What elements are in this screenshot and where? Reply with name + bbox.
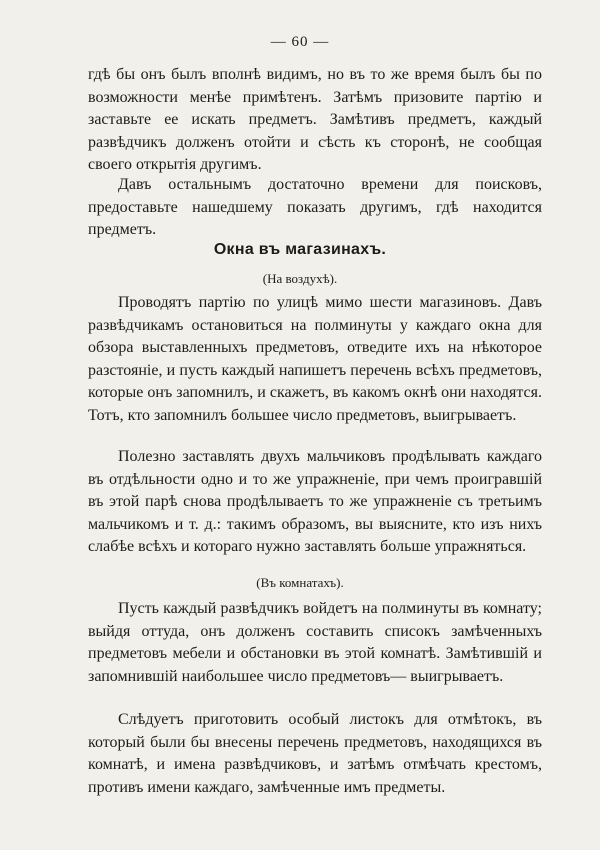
paragraph-text: гдѣ бы онъ былъ вполнѣ видимъ, но въ то же время былъ бы по возможности менѣе примѣтенъ. Затѣмъ призовите партію и заставьте ее искать предметъ. Замѣтивъ предметъ, каждый развѣдчикъ долженъ отойти и сѣсть къ сторонѣ, не сообщая своего открытія другимъ. xyxy=(88,66,542,173)
paragraph-text: Полезно заставлять двухъ мальчиковъ продѣлывать каждаго въ отдѣльности одно и то же упражненіе, при чемъ проигравшій въ этой парѣ снова продѣлываетъ то же упражненіе съ третьимъ мальчикомъ и т. д.: такимъ образомъ, вы выясните, кто изъ нихъ слабѣе всѣхъ и котораго нужно заставлять больше упражняться. xyxy=(88,448,542,555)
paragraph-continuation xyxy=(88,64,542,177)
paragraph-text: Пусть каждый развѣдчикъ войдетъ на полминуты въ комнату; выйдя оттуда, онъ долженъ составить списокъ замѣченныхъ предметовъ мебели и обстановки въ этой комнатѣ. Замѣтившій и запомнившій наибольшее число предметовъ— выигрываетъ. xyxy=(88,600,542,685)
paragraph-find-object xyxy=(88,174,542,242)
section-heading: Окна въ магазинахъ. xyxy=(213,241,387,258)
paragraph-text: Слѣдуетъ приготовить особый листокъ для отмѣтокъ, въ который были бы внесены перечень предметовъ, находящихся въ комнатѣ, и имена развѣдчиковъ, и затѣмъ отмѣчать крестомъ, противъ имени каждаго, замѣченные имъ предметы. xyxy=(88,711,542,796)
subheading-outdoor: (На воздухѣ). xyxy=(262,271,338,286)
paragraph-text: Проводятъ партію по улицѣ мимо шести магазиновъ. Давъ развѣдчикамъ остановиться на полминуты у каждаго окна для обзора выставленныхъ предметовъ, отведите ихъ на нѣкоторое разстояніе, и пусть каждый напишетъ перечень всѣхъ предметовъ, которые онъ запомнилъ, и скажетъ, въ какомъ окнѣ они находятся. Тотъ, кто запомнилъ большее число предметовъ, выигрываетъ. xyxy=(88,294,542,424)
paragraph-shop-windows xyxy=(88,292,542,427)
subheading-indoor: (Въ комнатахъ). xyxy=(256,575,344,590)
paragraph-text: Давъ остальнымъ достаточно времени для поисковъ, предоставьте нашедшему показать другимъ, гдѣ находится предметъ. xyxy=(88,176,542,238)
paragraph-pair-exercise xyxy=(88,446,542,559)
paragraph-room-exercise xyxy=(88,598,542,688)
page-number: — 60 — xyxy=(270,34,330,50)
paragraph-scoring-sheet xyxy=(88,709,542,799)
